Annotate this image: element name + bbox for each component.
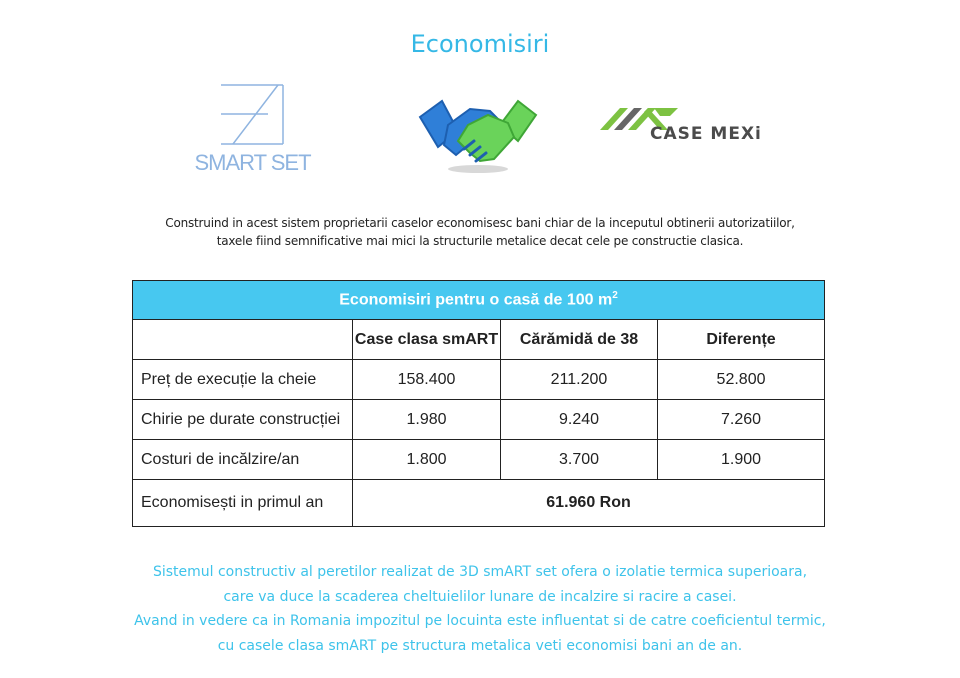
table-cell: 1.900 <box>658 440 825 480</box>
table-row <box>133 360 825 400</box>
column-header: Diferențe <box>658 320 825 360</box>
summary-row <box>133 480 825 527</box>
column-header: Cărămidă de 38 <box>501 320 658 360</box>
footer-line: cu casele clasa smART pe structura metalica veti economisi bani an de an. <box>217 637 743 654</box>
table-cell: 52.800 <box>658 360 825 400</box>
case-mexi-logo <box>598 100 778 150</box>
handshake-icon <box>418 95 538 175</box>
intro-paragraph <box>120 214 840 250</box>
footer-line: Avand in vedere ca in Romania impozitul pe locuinta este influentat si de catre coeficientul termic, <box>134 613 826 629</box>
intro-line: Construind in acest sistem proprietarii caselor economisesc bani chiar de la inceputul obtinerii autorizatiilor, <box>165 216 795 230</box>
savings-table <box>132 280 825 527</box>
table-cell: 1.980 <box>353 400 501 440</box>
case-mexi-text: CASE MEXi <box>650 124 762 144</box>
table-cell: 1.800 <box>353 440 501 480</box>
smart-set-logo <box>190 82 315 177</box>
table-cell: 3.700 <box>501 440 658 480</box>
table-cell: 158.400 <box>353 360 501 400</box>
row-label: Chirie pe durate construcției <box>133 400 353 440</box>
summary-value: 61.960 Ron <box>353 480 825 527</box>
footer-line: Sistemul constructiv al peretilor realizat de 3D smART set ofera o izolatie termica superioara, <box>152 564 808 580</box>
smart-set-mark-icon <box>218 82 288 152</box>
table-row <box>133 400 825 440</box>
table-cell: 7.260 <box>658 400 825 440</box>
intro-line: taxele fiind semnificative mai mici la structurile metalice decat cele pe constructie clasica. <box>216 234 744 248</box>
column-header: Case clasa smART <box>353 320 501 360</box>
table-cell: 211.200 <box>501 360 658 400</box>
table-title-sup: 2 <box>612 290 618 302</box>
table-row <box>133 440 825 480</box>
table-title-text: Economisiri pentru o casă de 100 m <box>339 291 613 309</box>
table-header-empty <box>133 320 353 360</box>
summary-label: Economisești in primul an <box>133 480 353 527</box>
footer-line: care va duce la scaderea cheltuielilor lunare de incalzire si racire a casei. <box>223 588 737 605</box>
page-title: Economisiri <box>410 30 550 58</box>
table-cell: 9.240 <box>501 400 658 440</box>
table-title <box>133 281 825 320</box>
footer-paragraph <box>0 560 960 658</box>
smart-set-text: SMART SET <box>194 150 311 175</box>
row-label: Preț de execuție la cheie <box>133 360 353 400</box>
row-label: Costuri de incălzire/an <box>133 440 353 480</box>
